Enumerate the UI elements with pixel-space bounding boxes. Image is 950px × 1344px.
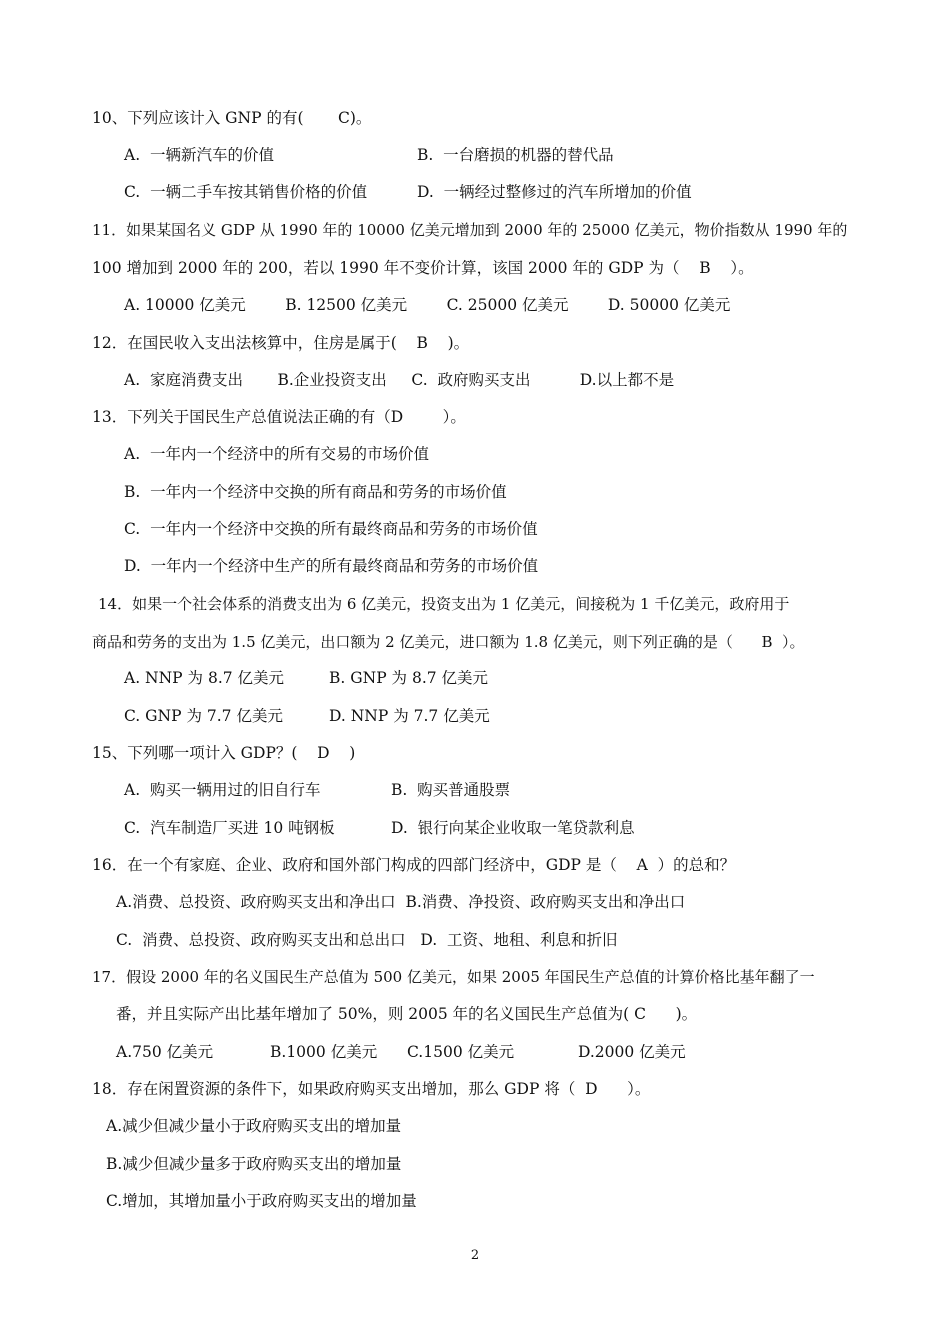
- q15-option-a: A. 购买一辆用过的旧自行车: [124, 781, 321, 799]
- q18-option-a: A.减少但减少量小于政府购买支出的增加量: [106, 1117, 402, 1135]
- q10-stem: 10、下列应该计入 GNP 的有( C)。: [92, 109, 372, 127]
- q17-option-a: A.750 亿美元: [116, 1043, 214, 1061]
- q13-option-b: B. 一年内一个经济中交换的所有商品和劳务的市场价值: [124, 483, 507, 501]
- q10-option-d: D. 一辆经过整修过的汽车所增加的价值: [417, 183, 692, 201]
- q15-stem: 15、下列哪一项计入 GDP？( D ): [92, 744, 356, 762]
- q14-option-b: B. GNP 为 8.7 亿美元: [329, 669, 489, 687]
- q10-option-c: C. 一辆二手车按其销售价格的价值: [124, 183, 368, 201]
- q11-stem-line1: 11．如果某国名义 GDP 从 1990 年的 10000 亿美元增加到 2000 年的 25000 亿美元，物价指数从 1990 年的: [92, 221, 848, 239]
- q18-option-b: B.减少但减少量多于政府购买支出的增加量: [106, 1155, 402, 1173]
- q14-stem-line1: 14．如果一个社会体系的消费支出为 6 亿美元，投资支出为 1 亿美元，间接税为 1 千亿美元，政府用于: [98, 595, 790, 613]
- q13-stem: 13．下列关于国民生产总值说法正确的有（D ）。: [92, 408, 466, 426]
- q18-stem: 18．存在闲置资源的条件下，如果政府购买支出增加，那么 GDP 将（ D ）。: [92, 1080, 651, 1098]
- q13-option-a: A. 一年内一个经济中的所有交易的市场价值: [124, 445, 429, 463]
- q15-option-d: D. 银行向某企业收取一笔贷款利息: [391, 819, 635, 837]
- q14-stem-line2: 商品和劳务的支出为 1.5 亿美元，出口额为 2 亿美元，进口额为 1.8 亿美元，则下列正确的是（ B ）。: [92, 633, 805, 651]
- q18-option-c: C.增加，其增加量小于政府购买支出的增加量: [106, 1192, 417, 1210]
- q17-option-d: D.2000 亿美元: [578, 1043, 686, 1061]
- q17-stem-line1: 17．假设 2000 年的名义国民生产总值为 500 亿美元，如果 2005 年国民生产总值的计算价格比基年翻了一: [92, 968, 815, 986]
- q13-option-c: C. 一年内一个经济中交换的所有最终商品和劳务的市场价值: [124, 520, 538, 538]
- page-number: 2: [470, 1248, 480, 1263]
- q12-stem: 12．在国民收入支出法核算中，住房是属于( B )。: [92, 334, 470, 352]
- q17-stem-line2: 番，并且实际产出比基年增加了 50%，则 2005 年的名义国民生产总值为( C )。: [116, 1005, 698, 1023]
- q14-option-c: C. GNP 为 7.7 亿美元: [124, 707, 283, 725]
- q15-option-b: B. 购买普通股票: [391, 781, 511, 799]
- q16-options-ab: A.消费、总投资、政府购买支出和净出口 B.消费、净投资、政府购买支出和净出口: [116, 893, 686, 911]
- q13-option-d: D. 一年内一个经济中生产的所有最终商品和劳务的市场价值: [124, 557, 539, 575]
- q15-option-c: C. 汽车制造厂买进 10 吨钢板: [124, 819, 335, 837]
- q17-option-b: B.1000 亿美元: [270, 1043, 378, 1061]
- q11-stem-line2: 100 增加到 2000 年的 200，若以 1990 年不变价计算，该国 2000 年的 GDP 为（ B ）。: [92, 259, 754, 277]
- q17-option-c: C.1500 亿美元: [407, 1043, 515, 1061]
- q16-options-cd: C. 消费、总投资、政府购买支出和总出口 D. 工资、地租、利息和折旧: [116, 931, 618, 949]
- q10-option-b: B. 一台磨损的机器的替代品: [417, 146, 614, 164]
- q16-stem: 16．在一个有家庭、企业、政府和国外部门构成的四部门经济中，GDP 是（ A ）的总和？: [92, 856, 736, 874]
- q11-options: A. 10000 亿美元 B. 12500 亿美元 C. 25000 亿美元 D. 50000 亿美元: [124, 296, 731, 314]
- q14-option-a: A. NNP 为 8.7 亿美元: [124, 669, 285, 687]
- q14-option-d: D. NNP 为 7.7 亿美元: [329, 707, 490, 725]
- q12-options: A. 家庭消费支出 B.企业投资支出 C. 政府购买支出 D.以上都不是: [124, 371, 675, 389]
- q10-option-a: A. 一辆新汽车的价值: [124, 146, 274, 164]
